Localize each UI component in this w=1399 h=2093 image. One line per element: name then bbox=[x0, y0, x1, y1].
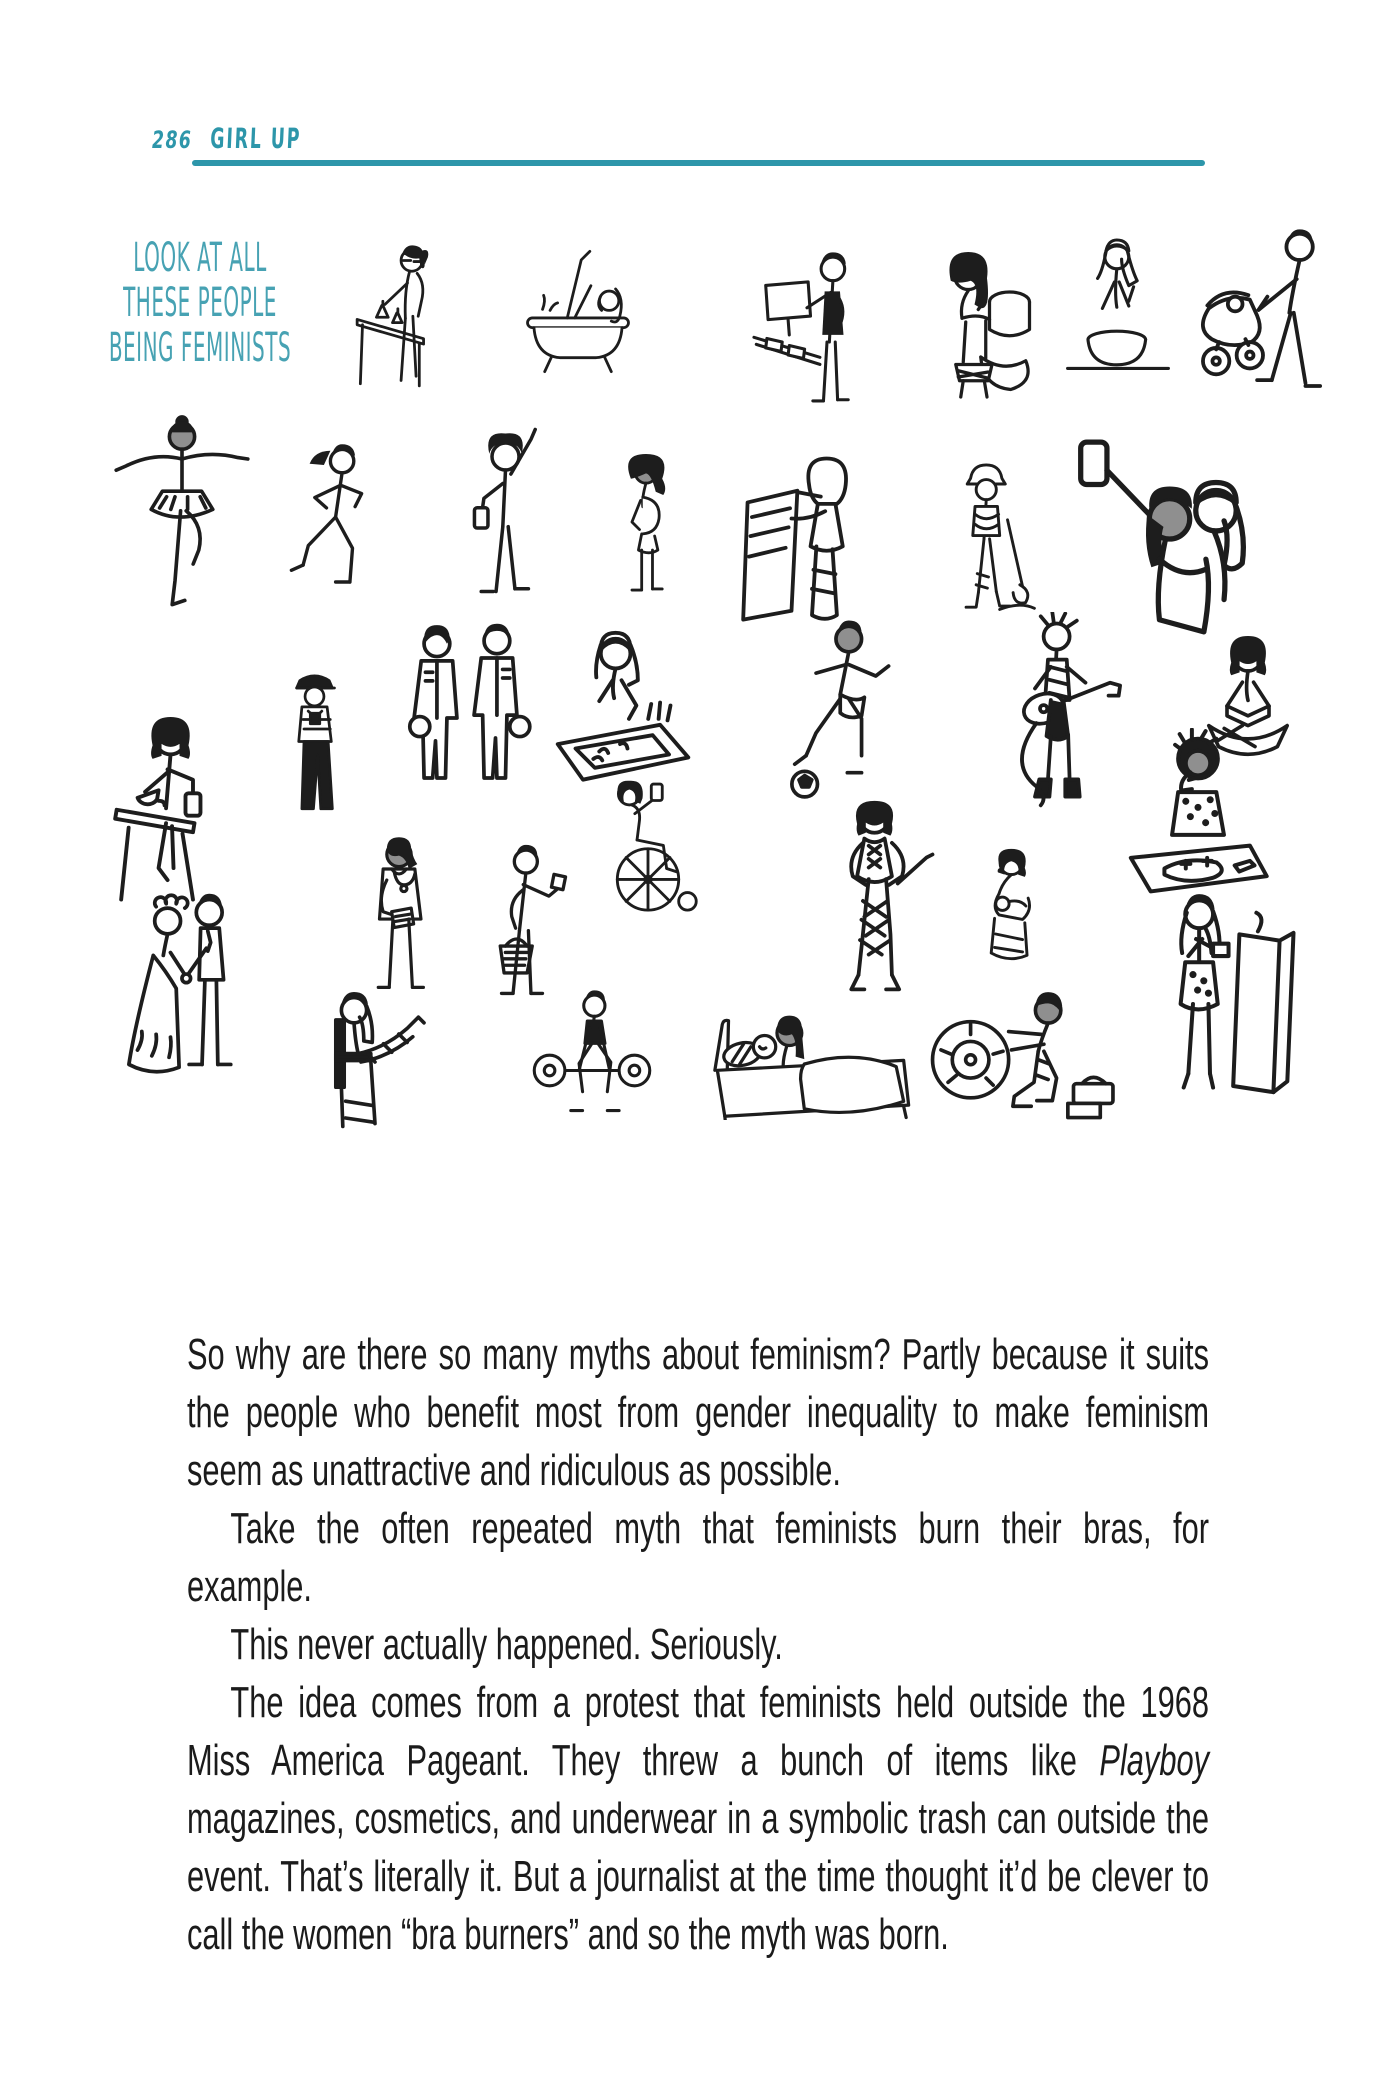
illustration-cook bbox=[1058, 212, 1178, 384]
illustration-stroller bbox=[1188, 222, 1338, 427]
body-paragraph bbox=[187, 1616, 1209, 1674]
illustration-pregnant bbox=[592, 388, 700, 603]
caption-line: THESE PEOPLE bbox=[123, 280, 277, 326]
caption-line: LOOK AT ALL bbox=[133, 235, 267, 281]
page-number: 286 bbox=[152, 126, 193, 154]
illustration-artist bbox=[1098, 728, 1298, 896]
illustration-astronauts bbox=[388, 618, 543, 818]
illustration-burlesque bbox=[802, 782, 947, 1014]
illustration-wedding bbox=[92, 888, 292, 1096]
illustration-checkout bbox=[733, 243, 888, 408]
running-head-book-title: GIRL UP bbox=[209, 122, 303, 155]
illustration-crafter bbox=[542, 618, 707, 796]
illustration-ballet bbox=[112, 392, 252, 620]
illustration-lounger bbox=[298, 992, 438, 1132]
illustration-toilet bbox=[912, 222, 1037, 407]
text-run: So why are there so many myths about feminism? Partly because it suits the people who benefit most from gender inequality to make feminism seem as unattractive and ridiculous as possible. bbox=[187, 1330, 1209, 1495]
illustration-wheelchair bbox=[578, 772, 718, 920]
illustration-coffee bbox=[108, 708, 263, 910]
text-run: This never actually happened. Seriously. bbox=[230, 1620, 783, 1669]
illustration-bathtub bbox=[478, 232, 678, 377]
illustration-mother bbox=[952, 832, 1064, 990]
body-paragraph bbox=[187, 1500, 1209, 1616]
body-paragraph bbox=[187, 1326, 1209, 1500]
illustration-bed bbox=[698, 1002, 923, 1120]
illustration-soccer bbox=[762, 612, 927, 804]
illustration-mechanic bbox=[928, 978, 1133, 1126]
illustration-pointer bbox=[438, 415, 573, 605]
body-paragraph bbox=[187, 1674, 1209, 1964]
illustration-nurse bbox=[338, 802, 460, 1002]
illustration-lifter bbox=[502, 988, 682, 1120]
text-run: The idea comes from a protest that feminists held outside the 1968 Miss America Pageant. They threw a bunch of items like bbox=[187, 1678, 1209, 1785]
illustration-builder bbox=[928, 412, 1040, 624]
caption-line: BEING FEMINISTS bbox=[108, 325, 292, 371]
text-run: magazines, cosmetics, and underwear in a symbolic trash can outside the event. That’s literally it. But a journalist at the time thought it’d be clever to call the women “bra burners” and so the myth was born. bbox=[187, 1794, 1209, 1959]
illustration-runner bbox=[268, 420, 398, 595]
body-text bbox=[187, 1326, 1209, 1964]
italic-run: Playboy bbox=[1099, 1736, 1209, 1785]
illustration-police bbox=[262, 612, 367, 814]
text-run: Take the often repeated myth that feminists burn their bras, for example. bbox=[187, 1504, 1209, 1611]
illustration-scientist bbox=[325, 238, 475, 388]
illustration-speaker bbox=[1148, 888, 1306, 1120]
